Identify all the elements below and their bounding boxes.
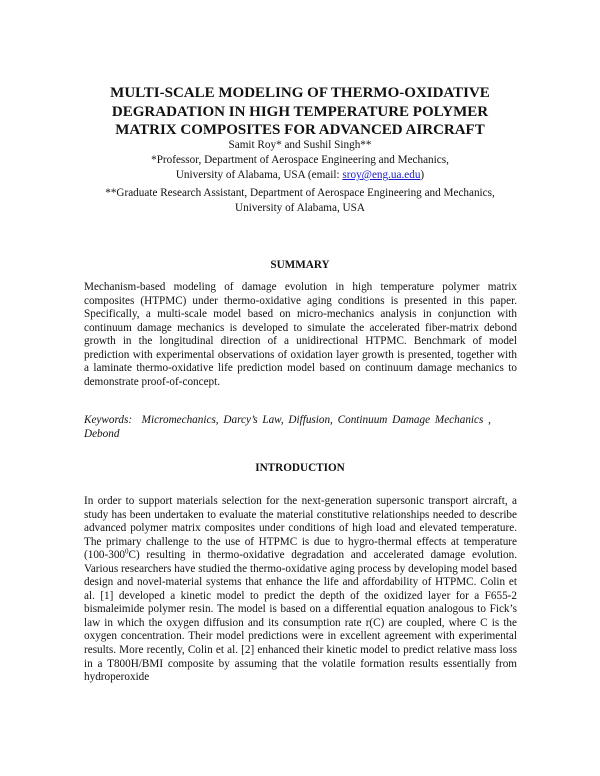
introduction-text-part-1: In order to support materials selection for the next-generation supersonic transport aircraft, a study has been undertaken to evaluate the material constitutive relationships needed to describe advanced polymer matrix composites under conditions of high load and elevated temperature. The primary challenge to the use of HTPMC is due to hygro-thermal effects at temperature (100-300 <box>84 495 517 562</box>
email-link[interactable]: sroy@eng.ua.edu <box>342 169 421 181</box>
keywords-label: Keywords: <box>84 414 133 426</box>
title-line: MATRIX COMPOSITES FOR ADVANCED AIRCRAFT <box>115 122 485 138</box>
affiliation-1-address-text: University of Alabama, USA (email: <box>175 169 343 181</box>
introduction-heading: INTRODUCTION <box>255 462 345 474</box>
affiliation-1: *Professor, Department of Aerospace Engineering and Mechanics, <box>151 154 449 166</box>
degree-superscript: 0 <box>125 547 129 556</box>
keywords-line <box>84 413 517 441</box>
affiliation-1-address <box>60 168 540 183</box>
affiliation-2-line: **Graduate Research Assistant, Department of Aerospace Engineering and Mechanics, <box>105 187 495 199</box>
author-block <box>60 138 540 183</box>
affiliation-2 <box>40 186 560 216</box>
introduction-text-part-2: C) resulting in thermo-oxidative degradation and accelerated damage evolution. Various researchers have studied the thermo-oxidative aging process by developing model based design and novel-material systems that enhance the life and affordability of HTPMC. Colin et al. [1] developed a kinetic model to predict the depth of the oxidized layer for a F655-2 bismaleimide polymer resin. The model is based on a differential equation analogous to Fick’s law in which the oxygen diffusion and its consumption rate r(C) are coupled, where C is the oxygen concentration. Their model predictions were in excellent agreement with experimental results. More recently, Colin et al. [2] enhanced their kinetic model to predict relative mass loss in a T800H/BMI composite by assuming that the volatile formation results essentially from hydroperoxide <box>84 549 517 684</box>
affiliation-2-address: University of Alabama, USA <box>235 202 365 214</box>
authors: Samit Roy* and Sushil Singh** <box>228 139 372 151</box>
affiliation-1-address-close: ) <box>420 169 425 181</box>
keywords-terms: Micromechanics, Darcy’s Law, Diffusion, Continuum Damage Mechanics , Debond <box>84 414 491 440</box>
title-line: DEGRADATION IN HIGH TEMPERATURE POLYMER <box>111 103 489 120</box>
title-line: MULTI-SCALE MODELING OF THERMO-OXIDATIVE <box>110 85 490 101</box>
paper-title <box>60 84 540 140</box>
summary-heading: SUMMARY <box>270 259 330 271</box>
introduction-paragraph <box>84 495 517 685</box>
summary-paragraph: Mechanism-based modeling of damage evolution in high temperature polymer matrix composites (HTPMC) under thermo-oxidative aging conditions is presented in this paper. Specifically, a multi-scale model based on micro-mechanics analysis in conjunction with continuum damage mechanics is developed to simulate the accelerated fiber-matrix debond growth in the longitudinal direction of a unidirectional HTPMC. Benchmark of model prediction with experimental observations of oxidation layer growth is presented, together with a laminate thermo-oxidative life prediction model based on continuum damage mechanics to demonstrate proof-of-concept. <box>84 281 517 388</box>
